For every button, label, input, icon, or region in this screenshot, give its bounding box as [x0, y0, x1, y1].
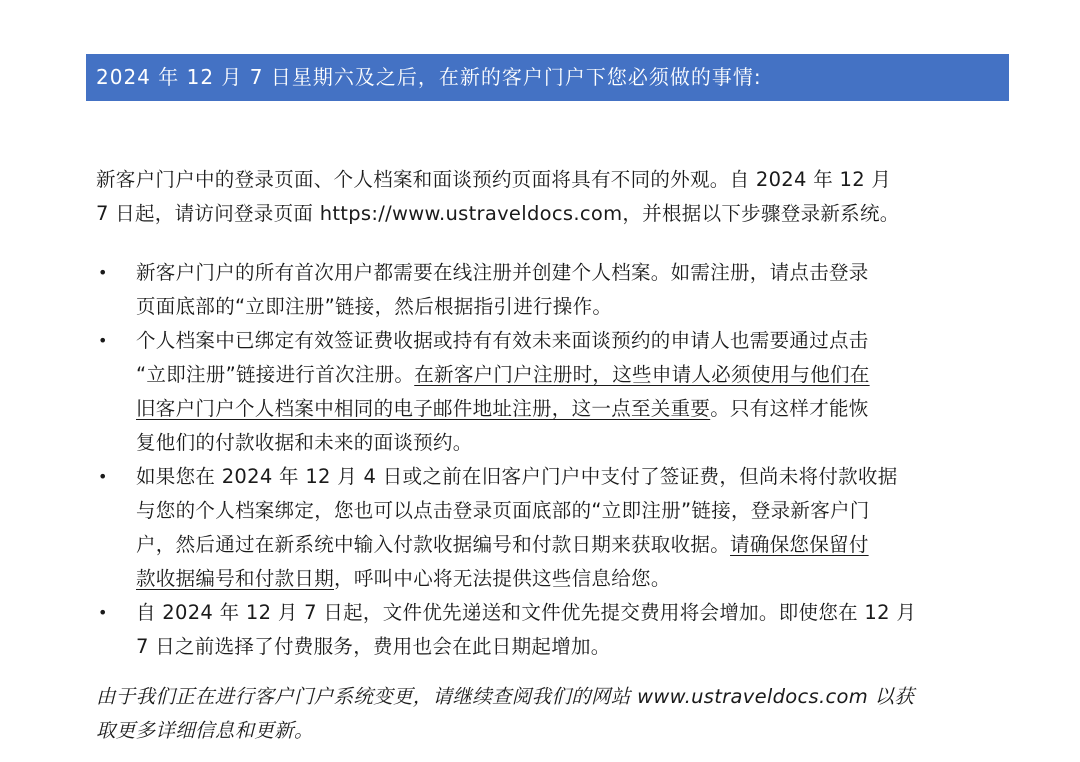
- bullet-2-line-3-plain: 。只有这样才能恢: [710, 397, 869, 420]
- bullet-item-2: [96, 324, 1006, 460]
- bullet-2-line-3: [136, 392, 1006, 426]
- bullet-item-1: [96, 256, 1006, 324]
- bullet-icon: •: [98, 263, 108, 282]
- bullet-2-line-4: 复他们的付款收据和未来的面谈预约。: [136, 431, 473, 454]
- bullet-3-line-3: [136, 528, 1006, 562]
- bullet-2-line-3-underlined: 旧客户门户个人档案中相同的电子邮件地址注册，这一点至关重要: [136, 397, 711, 420]
- bullet-1-line-2: 页面底部的“立即注册”链接，然后根据指引进行操作。: [136, 295, 613, 318]
- bullet-3-line-1: 如果您在 2024 年 12 月 4 日或之前在旧客户门户中支付了签证费，但尚未将付款收据: [136, 465, 898, 488]
- intro-line-1: 新客户门户中的登录页面、个人档案和面谈预约页面将具有不同的外观。自 2024 年 12 月: [96, 168, 892, 191]
- section-header: [86, 54, 1009, 101]
- bullet-2-line-2-plain: “立即注册”链接进行首次注册。: [136, 363, 415, 386]
- bullet-item-3: [96, 460, 1006, 596]
- intro-paragraph: [96, 163, 1006, 231]
- bullet-1-line-1: 新客户门户的所有首次用户都需要在线注册并创建个人档案。如需注册，请点击登录: [136, 261, 869, 284]
- bullet-2-line-2-underlined: 在新客户门户注册时，这些申请人必须使用与他们在: [414, 363, 870, 386]
- bullet-3-line-4-plain: ，呼叫中心将无法提供这些信息给您。: [334, 567, 671, 590]
- bullet-list: [96, 256, 1006, 664]
- closing-line-2: 取更多详细信息和更新。: [96, 719, 314, 742]
- bullet-4-line-2: 7 日之前选择了付费服务，费用也会在此日期起增加。: [136, 635, 611, 658]
- bullet-3-line-3-underlined: 请确保您保留付: [730, 533, 869, 556]
- section-header-title: 2024 年 12 月 7 日星期六及之后，在新的客户门户下您必须做的事情:: [96, 65, 762, 89]
- bullet-3-line-4: [136, 562, 1006, 596]
- closing-line-1: 由于我们正在进行客户门户系统变更，请继续查阅我们的网站 www.ustraveldocs.com 以获: [96, 685, 915, 708]
- intro-line-2: 7 日起，请访问登录页面 https://www.ustraveldocs.com，并根据以下步骤登录新系统。: [96, 202, 900, 225]
- bullet-3-line-3-plain: 户，然后通过在新系统中输入付款收据编号和付款日期来获取收据。: [136, 533, 731, 556]
- bullet-icon: •: [98, 331, 108, 350]
- bullet-icon: •: [98, 467, 108, 486]
- bullet-icon: •: [98, 603, 108, 622]
- bullet-3-line-4-underlined: 款收据编号和付款日期: [136, 567, 335, 590]
- bullet-2-line-1: 个人档案中已绑定有效签证费收据或持有有效未来面谈预约的申请人也需要通过点击: [136, 329, 869, 352]
- bullet-4-line-1: 自 2024 年 12 月 7 日起，文件优先递送和文件优先提交费用将会增加。即使您在 12 月: [136, 601, 917, 624]
- closing-paragraph: [96, 680, 1006, 748]
- bullet-item-4: [96, 596, 1006, 664]
- bullet-2-line-2: [136, 358, 1006, 392]
- bullet-3-line-2: 与您的个人档案绑定，您也可以点击登录页面底部的“立即注册”链接，登录新客户门: [136, 499, 870, 522]
